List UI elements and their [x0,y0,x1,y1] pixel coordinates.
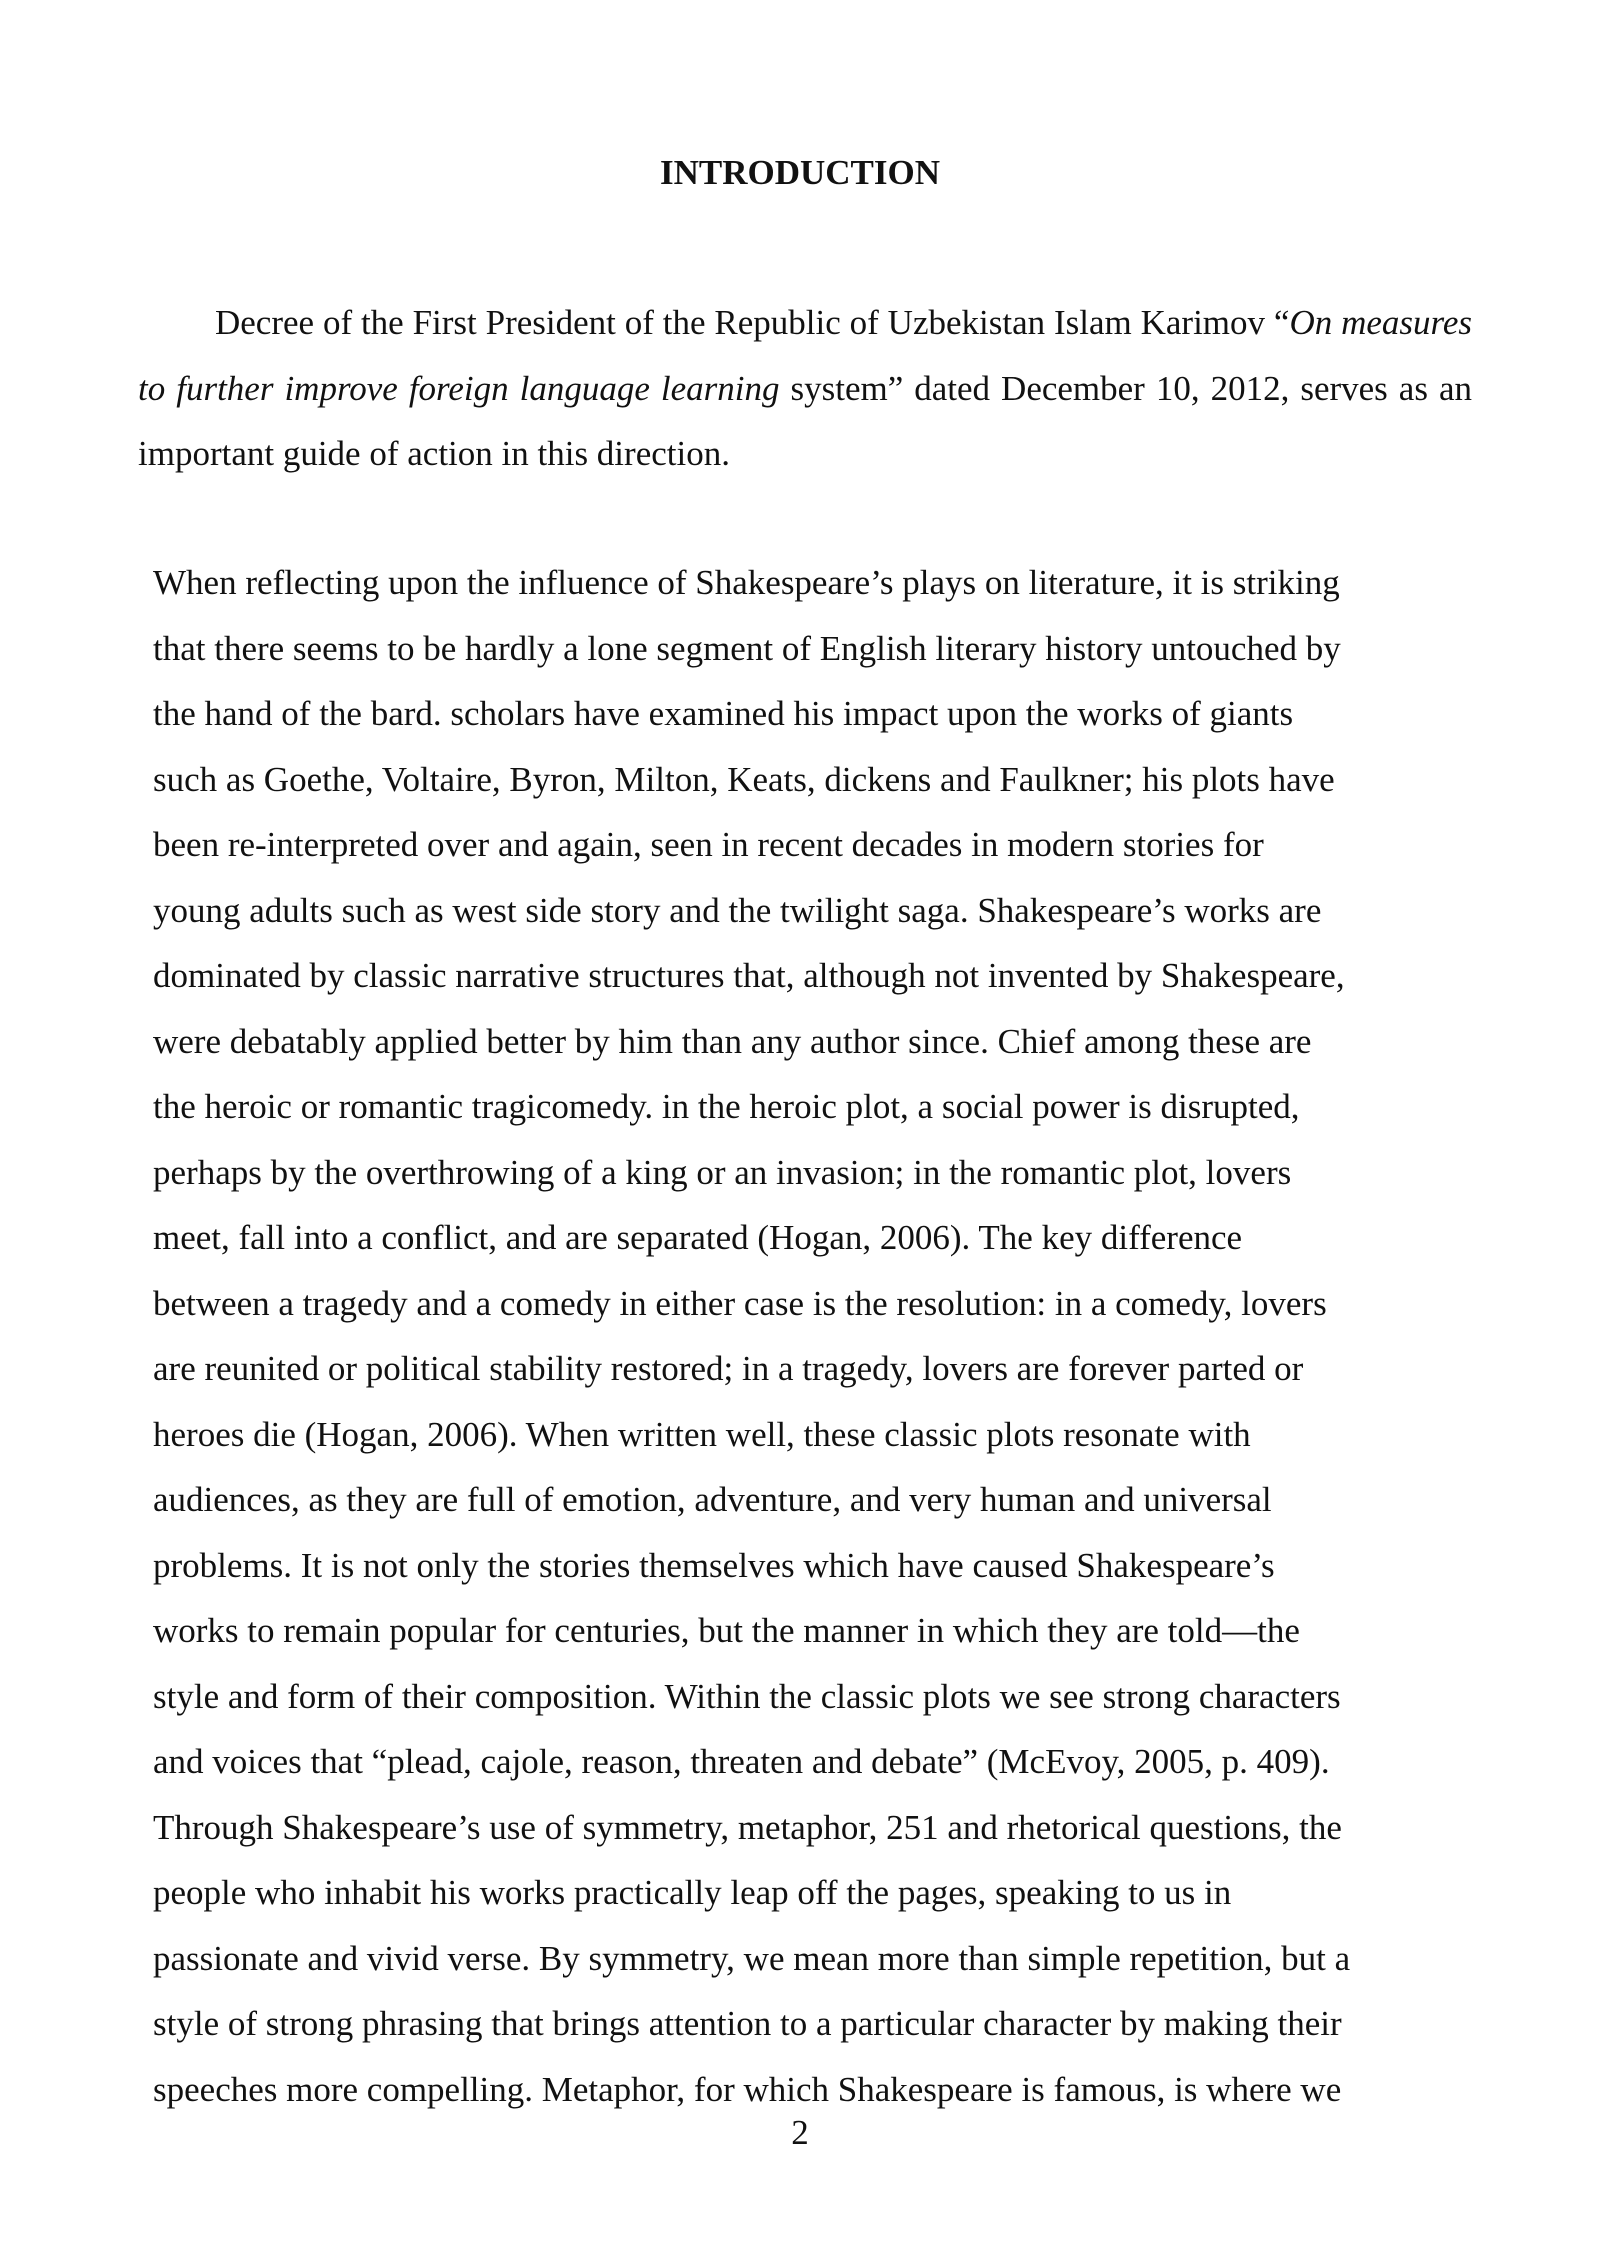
body-line: meet, fall into a conflict, and are separated (Hogan, 2006). The key difference [153,1218,1243,1257]
body-line: perhaps by the overthrowing of a king or an invasion; in the romantic plot, lovers [153,1152,1292,1192]
body-line: speeches more compelling. Metaphor, for which Shakespeare is famous, is where we [153,2069,1342,2109]
body-line: the heroic or romantic tragicomedy. in the heroic plot, a social power is disrupted, [153,1087,1300,1126]
body-line: been re-interpreted over and again, seen in recent decades in modern stories for [153,825,1264,864]
body-line: style of strong phrasing that brings attention to a particular character by making their [153,2004,1342,2043]
decree-title: On measures to further improve foreign language learning [138,303,1472,408]
body-paragraph [153,550,1493,2122]
body-line: that there seems to be hardly a lone segment of English literary history untouched by [153,628,1341,668]
body-line: Through Shakespeare’s use of symmetry, metaphor, 251 and rhetorical questions, the [153,1807,1342,1847]
body-line: such as Goethe, Voltaire, Byron, Milton, Keats, dickens and Faulkner; his plots have [153,759,1335,799]
body-line: When reflecting upon the influence of Shakespeare’s plays on literature, it is striking [153,563,1340,602]
intro-text-start: Decree of the First President of the Republic of Uzbekistan Islam Karimov “ [215,303,1290,342]
body-line: passionate and vivid verse. By symmetry, we mean more than simple repetition, but a [153,1938,1351,1978]
body-line: and voices that “plead, cajole, reason, threaten and debate” (McEvoy, 2005, p. 409). [153,1742,1330,1781]
body-line: were debatably applied better by him than any author since. Chief among these are [153,1021,1312,1061]
body-line: problems. It is not only the stories themselves which have caused Shakespeare’s [153,1545,1275,1585]
section-heading: INTRODUCTION [659,153,941,192]
body-line: are reunited or political stability restored; in a tragedy, lovers are forever parted or [153,1349,1304,1388]
body-line: heroes die (Hogan, 2006). When written well, these classic plots resonate with [153,1414,1251,1454]
body-line: people who inhabit his works practically leap off the pages, speaking to us in [153,1873,1232,1912]
body-line: the hand of the bard. scholars have examined his impact upon the works of giants [153,694,1294,733]
body-line: dominated by classic narrative structures that, although not invented by Shakespeare, [153,956,1345,995]
body-line: between a tragedy and a comedy in either case is the resolution: in a comedy, lovers [153,1283,1327,1323]
body-line: style and form of their composition. Within the classic plots we see strong characters [153,1676,1341,1716]
body-line: young adults such as west side story and the twilight saga. Shakespeare’s works are [153,890,1322,930]
intro-paragraph [138,290,1472,487]
page-number: 2 [791,2113,809,2152]
body-line: works to remain popular for centuries, but the manner in which they are told—the [153,1611,1300,1650]
body-line: audiences, as they are full of emotion, adventure, and very human and universal [153,1480,1272,1519]
intro-text-end: system” dated December 10, 2012, serves as an important guide of action in this direction. [138,368,1472,473]
